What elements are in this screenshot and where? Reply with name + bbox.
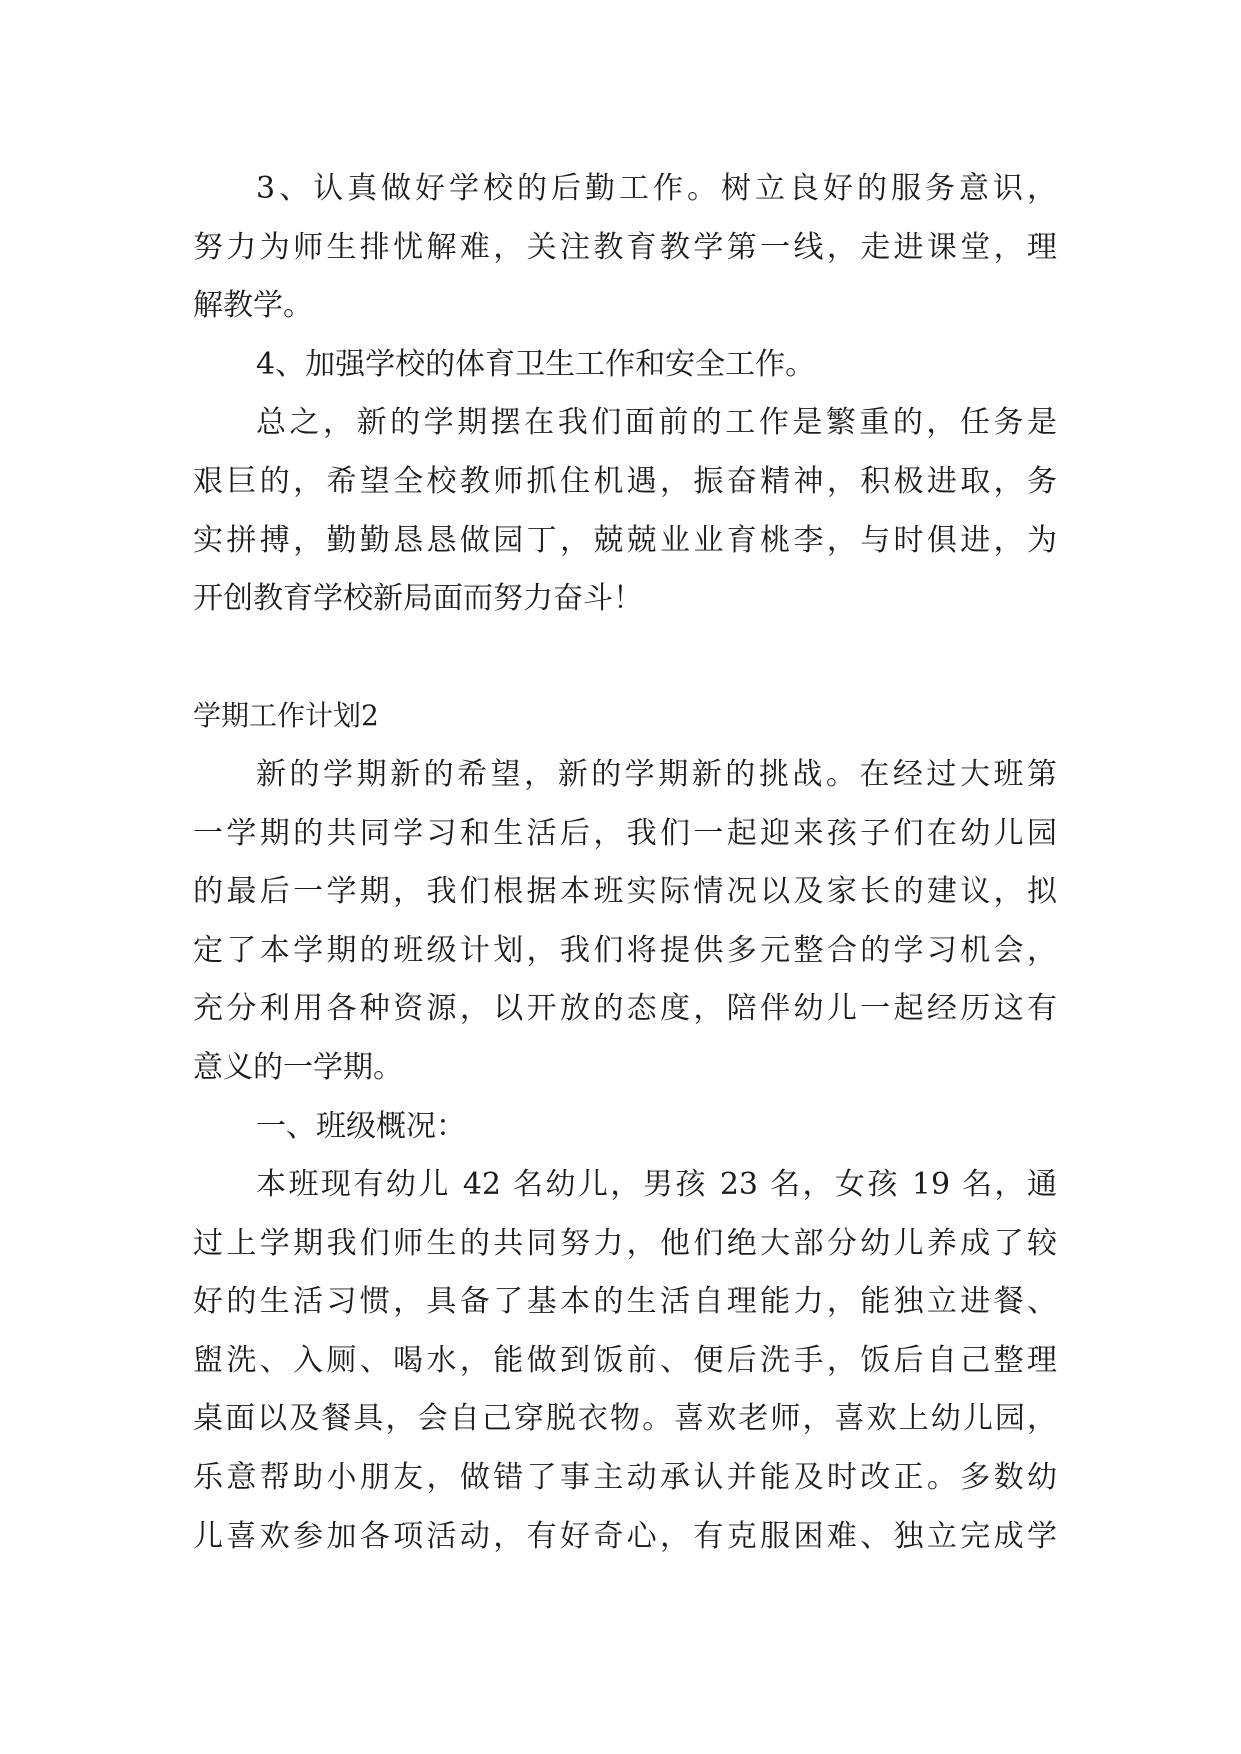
text-line: 3、认真做好学校的后勤工作。树立良好的服务意识， <box>256 171 1057 206</box>
text-line: 新的学期新的希望，新的学期新的挑战。在经过大班第 <box>256 756 1057 792</box>
text-line: 开创教育学校新局面而努力奋斗！ <box>193 581 643 617</box>
document-body <box>193 160 1057 1566</box>
paragraph-safety <box>193 336 1057 395</box>
text-line: 充分利用各种资源，以开放的态度，陪伴幼儿一起经历这有 <box>193 991 1057 1027</box>
text-line: 一、班级概况： <box>256 1108 466 1144</box>
section-heading: 学期工作计划2 <box>193 699 379 733</box>
paragraph-logistics <box>193 160 1057 336</box>
text-line: 一学期的共同学习和生活后，我们一起迎来孩子们在幼儿园 <box>193 815 1057 851</box>
text-line: 总之，新的学期摆在我们面前的工作是繁重的，任务是 <box>256 405 1057 441</box>
text-line: 儿喜欢参加各项活动，有好奇心，有克服困难、独立完成学 <box>193 1518 1057 1554</box>
text-line: 实拼搏，勤勤恳恳做园丁，兢兢业业育桃李，与时俱进，为 <box>193 522 1057 558</box>
text-line: 过上学期我们师生的共同努力，他们绝大部分幼儿养成了较 <box>193 1225 1057 1261</box>
text-line: 意义的一学期。 <box>193 1049 403 1085</box>
text-line: 的最后一学期，我们根据本班实际情况以及家长的建议，拟 <box>193 874 1057 910</box>
blank-line <box>193 629 1057 688</box>
paragraph-conclusion <box>193 394 1057 628</box>
text-line: 本班现有幼儿 42 名幼儿，男孩 23 名，女孩 19 名，通 <box>256 1167 1057 1203</box>
text-line: 桌面以及餐具，会自己穿脱衣物。喜欢老师，喜欢上幼儿园， <box>193 1401 1057 1437</box>
text-line: 定了本学期的班级计划，我们将提供多元整合的学习机会， <box>193 932 1057 968</box>
text-line: 盥洗、入厕、喝水，能做到饭前、便后洗手，饭后自己整理 <box>193 1342 1057 1378</box>
text-line: 解教学。 <box>193 288 313 324</box>
text-line: 乐意帮助小朋友，做错了事主动承认并能及时改正。多数幼 <box>193 1460 1057 1496</box>
text-line: 好的生活习惯，具备了基本的生活自理能力，能独立进餐、 <box>193 1284 1057 1320</box>
paragraph-intro <box>193 746 1057 1098</box>
text-line: 艰巨的，希望全校教师抓住机遇，振奋精神，积极进取，务 <box>193 463 1057 499</box>
paragraph-subheading <box>193 1098 1057 1157</box>
paragraph-class-overview <box>193 1156 1057 1566</box>
text-line: 努力为师生排忧解难，关注教育教学第一线，走进课堂，理 <box>193 229 1057 265</box>
text-line: 4、加强学校的体育卫生工作和安全工作。 <box>256 346 816 382</box>
